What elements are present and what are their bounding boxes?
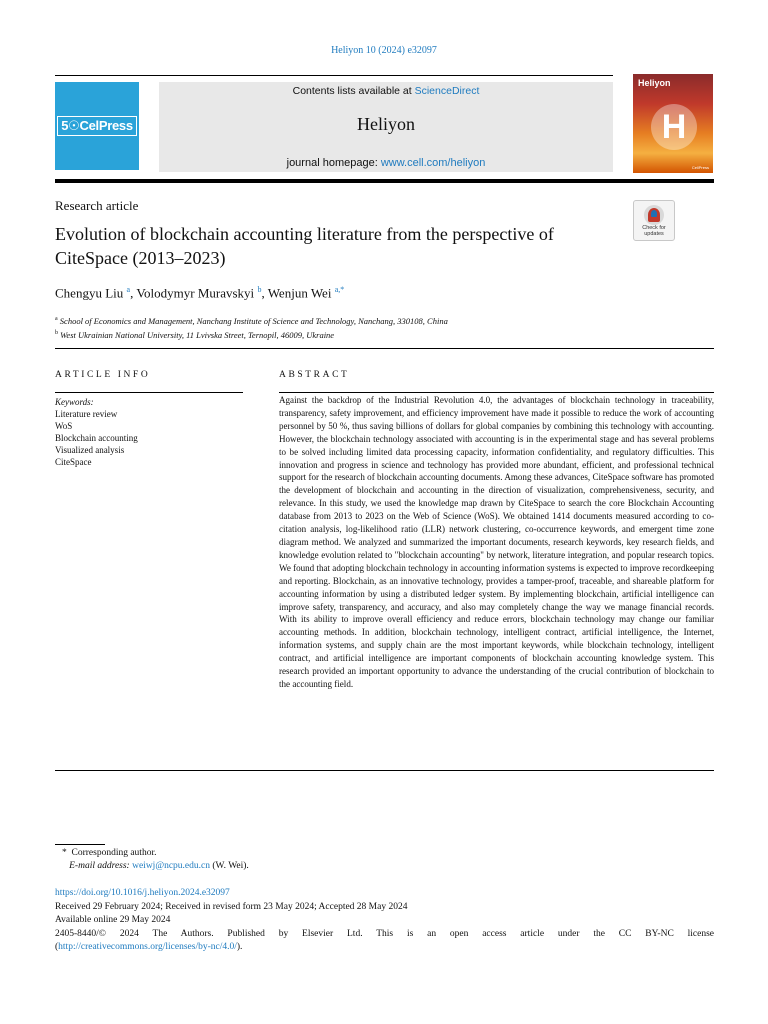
cover-title: Heliyon [638, 78, 671, 88]
check-for-updates-button[interactable] [633, 200, 675, 241]
article-type: Research article [55, 198, 139, 213]
journal-header-box [159, 82, 613, 172]
article-title: Evolution of blockchain accounting literature from the perspective of CiteSpace (2013–2023) [55, 224, 554, 268]
license-statement: 2405-8440/© 2024 The Authors. Published by Elsevier Ltd. This is an open access article under the CC BY-NC license [55, 928, 714, 939]
affiliations [55, 313, 448, 341]
available-online: Available online 29 May 2024 [55, 915, 171, 925]
abstract-rule [279, 392, 714, 393]
abstract-text: Against the backdrop of the Industrial Revolution 4.0, the advantages of blockchain technology in traceability, transparency, safety improvement, and efficiency improvement have made it possible to reduce the work of accounting personnel by 50 %, thus saving billions of dollars for global companies by combining this technology with accounting. However, the blockchain technology associated with accounting is in the experimental stage and has several problems to be solved including limited data processing capacity, information confidentiality, and regulatory difficulties. This innovation and progress in science and technology has provided more abundant, efficient, and professional technical support for the research of blockchain accounting documents. Among these advances, CiteSpace software has promoted the development of blockchain and accounting in the direction of visualization, comprehensiveness, security, and relevance. In this study, we used the knowledge map drawn by CiteSpace to search the core Blockchain Accounting database from 2013 to 2023 on the Web of Science (WoS). We obtained 1414 documents measured according to co-citation analysis, log-likelihood ratio (LLR) network clustering, co-occurrence keywords, and emergent time zone diagram method. We analyzed and summarized the important documents, research keywords, key research fields, and knowledge evolution related to "blockchain accounting" by network, literature integration, and popular research topics. We found that adopting blockchain technology in accounting information systems is expected to improve recordkeeping and reporting. Blockchain, as an innovative technology, provides a tamper-proof, traceable, and shareable platform for accounting information by using a distributed ledger system. By implementing blockchain, artificial intelligence can improve safety, transparency, and accuracy, and also may completely change the way we manage financial records. With its ability to improve overall efficiency and reduce errors, blockchain technology may change our familiar accounting methods. In addition, blockchain technology, intelligent contract, artificial intelligence, the Internet, information systems, and supply chain are the most important keywords, while blockchain technology, intelligent contract, and artificial intelligence are important components of blockchain accounting knowledge system. This research provided an important opportunity to advance the understanding of the crucial contribution of blockchain to the accounting field. [279, 395, 714, 689]
email-line [62, 860, 249, 873]
license-open-paren: ( [55, 942, 59, 952]
cover-publisher: CellPress [691, 165, 709, 170]
footnote [62, 847, 249, 873]
author-name[interactable]: Wenjun Wei [267, 285, 332, 301]
keyword-item[interactable]: WoS [55, 421, 73, 431]
homepage-prefix: journal homepage: [286, 157, 381, 169]
author-list: Chengyu Liu $^a$, Volodymyr Muravskyi $^b$, Wenjun Wei $^{a,*}$ [55, 285, 345, 301]
email-suffix: (W. Wei). [209, 861, 249, 871]
abstract-heading: ABSTRACT [279, 370, 350, 380]
footnote-marker: * [62, 848, 67, 858]
journal-citation-link[interactable]: Heliyon 10 (2024) e32097 [331, 45, 437, 56]
article-info-heading: ARTICLE INFO [55, 370, 151, 380]
author-affiliation-link[interactable]: a [126, 285, 131, 294]
received-dates: Received 29 February 2024; Received in revised form 23 May 2024; Accepted 28 May 2024 [55, 901, 408, 912]
footnote-text: Corresponding author. [71, 848, 157, 858]
abstract-bottom-rule [55, 770, 714, 771]
keyword-item[interactable]: Visualized analysis [55, 445, 125, 455]
publication-info [55, 887, 714, 955]
keyword-item[interactable]: Blockchain accounting [55, 433, 138, 443]
sciencedirect-link[interactable]: ScienceDirect [414, 85, 480, 97]
email-label: E-mail address: [69, 861, 130, 871]
author-name[interactable]: Chengyu Liu [55, 285, 124, 301]
license-url-link[interactable]: http://creativecommons.org/licenses/by-nc/4.0/ [58, 942, 237, 952]
journal-cover-image[interactable] [633, 74, 713, 173]
contents-line [159, 85, 613, 97]
header-thick-rule [55, 179, 714, 183]
doi-link[interactable]: https://doi.org/10.1016/j.heliyon.2024.e32097 [55, 888, 230, 898]
affiliation-text: School of Economics and Management, Nanchang Institute of Science and Technology, Nanchang, 330108, China [59, 315, 448, 326]
affiliation-item [55, 327, 448, 341]
journal-homepage-link[interactable]: www.cell.com/heliyon [380, 157, 486, 169]
affiliation-marker: b [55, 329, 58, 336]
journal-name: Heliyon [357, 114, 415, 134]
keywords-label: Keywords: [55, 397, 94, 407]
author-affiliation-link[interactable]: a,* [334, 285, 345, 294]
footnote-rule [55, 844, 105, 845]
cellpress-logo[interactable] [55, 82, 139, 170]
keyword-item[interactable]: CiteSpace [55, 457, 92, 467]
author-affiliation-link[interactable]: b [257, 285, 262, 294]
cover-letter: H [661, 108, 687, 146]
corresponding-author-note [62, 847, 249, 860]
affiliation-item [55, 313, 448, 327]
header-top-rule [55, 75, 613, 76]
contents-prefix: Contents lists available at [292, 85, 415, 97]
email-link[interactable]: weiwj@ncpu.edu.cn [132, 861, 210, 871]
license-close-paren: ). [236, 942, 243, 952]
keyword-item[interactable]: Literature review [55, 409, 118, 419]
bookmark-icon [644, 205, 664, 225]
cellpress-logo-text: 5☉CelPress [57, 116, 137, 136]
affiliation-marker: a [55, 316, 58, 322]
article-info-rule [55, 392, 243, 393]
check-updates-label: Check for updates [642, 225, 666, 237]
affiliation-text: West Ukrainian National University, 11 Lvivska Street, Ternopil, 46009, Ukraine [60, 329, 335, 340]
license-url-line [55, 941, 714, 955]
homepage-line [159, 157, 613, 169]
author-name[interactable]: Volodymyr Muravskyi [136, 285, 255, 301]
keywords-block [55, 396, 138, 468]
section-divider [55, 348, 714, 349]
